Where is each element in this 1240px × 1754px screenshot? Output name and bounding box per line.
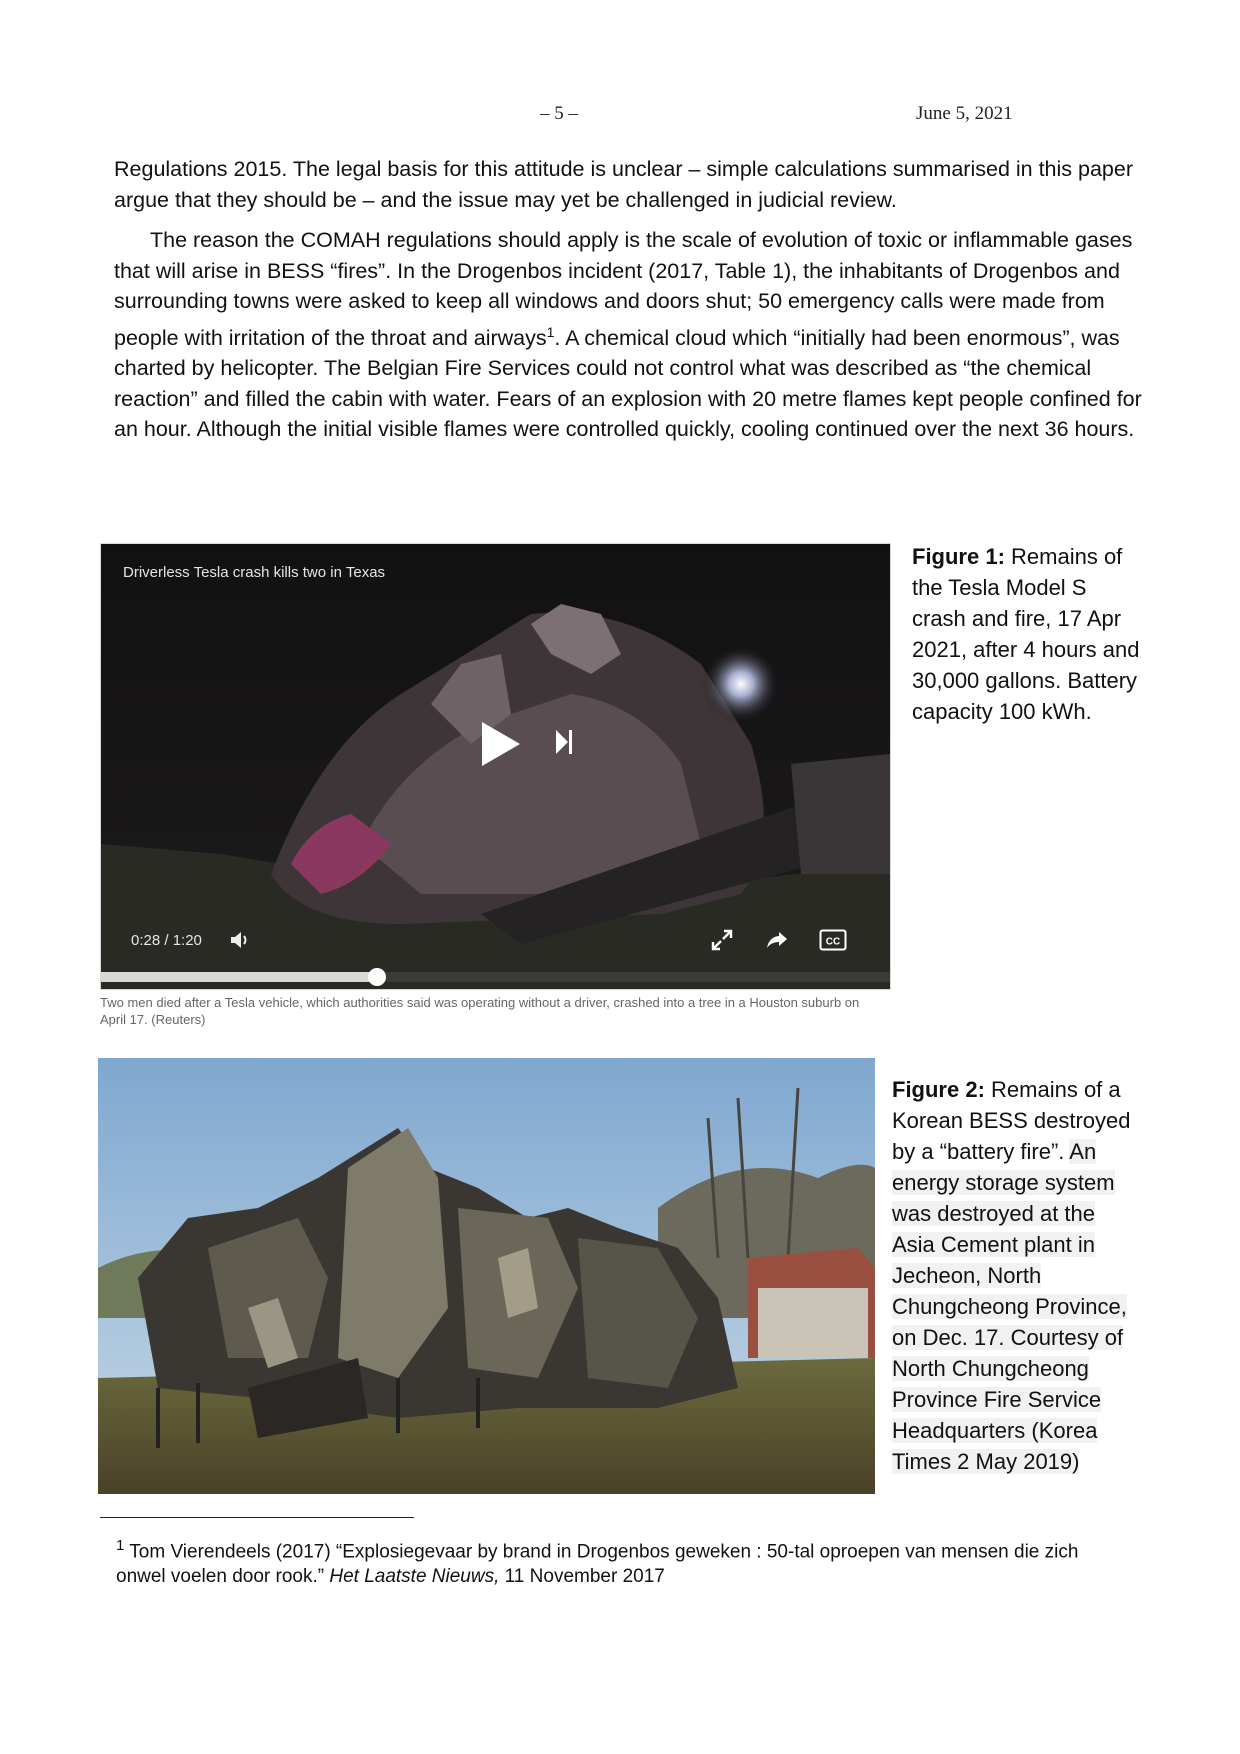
page-date: June 5, 2021 <box>916 103 1013 124</box>
volume-icon[interactable] <box>229 929 251 951</box>
figure-2-label: Figure 2: <box>892 1077 985 1102</box>
footnote-number: 1 <box>116 1537 125 1554</box>
paragraph-2-text-b: . A chemical cloud which “initially had been enormous”, was charted by helicopter. The Belgian Fire Services could not control what was described as “the chemical reaction” and filled the cabin with water. Fears of an explosion with 20 metre flames kept people confined for an hour. Although the initial visible flames were controlled quickly, cooling continued over the next 36 hours. <box>114 325 1142 442</box>
page-number: – 5 – <box>540 103 578 124</box>
video-progress-fill <box>101 972 377 982</box>
video-player[interactable] <box>100 543 891 990</box>
body-text <box>114 154 1144 445</box>
footnote-source-title: Het Laatste Nieuws, <box>329 1566 500 1588</box>
figure-1-caption <box>912 541 1142 727</box>
footnote-text-b: 11 November 2017 <box>499 1566 665 1588</box>
figure-2-caption <box>892 1074 1142 1477</box>
footnote-ref[interactable]: 1 <box>546 323 555 340</box>
figure-2-caption-text-2: An energy storage system was destroyed at the Asia Cement plant in Jecheon, North Chungcheong Province, on Dec. 17. Courtesy of North Chungcheong Province Fire Service Headquarters (Korea Times 2 May 2019) <box>892 1139 1127 1474</box>
share-icon[interactable] <box>764 927 790 953</box>
play-icon[interactable] <box>476 716 526 772</box>
paragraph-2-text-a: The reason the COMAH regulations should apply is the scale of evolution of toxic or inflammable gases that will arise in BESS “fires”. In the Drogenbos incident (2017, Table 1), the inhabitants of Drogenbos and surrounding towns were asked to keep all windows and doors shut; 50 emergency calls were made from people with irritation of the throat and airways <box>114 228 1133 350</box>
footnote-separator <box>100 1517 414 1518</box>
video-time: 0:28 / 1:20 <box>131 932 202 949</box>
figure-1-label: Figure 1: <box>912 544 1005 569</box>
video-credit: Two men died after a Tesla vehicle, which authorities said was operating without a driver, crashed into a tree in a Houston suburb on April 17. (Reuters) <box>100 995 860 1027</box>
figure-1-caption-text: Remains of the Tesla Model S crash and fire, 17 Apr 2021, after 4 hours and 30,000 gallons. Battery capacity 100 kWh. <box>912 544 1140 724</box>
skip-next-icon[interactable] <box>553 727 575 757</box>
cc-label: CC <box>825 936 841 948</box>
footnote <box>116 1533 1096 1589</box>
video-title: Driverless Tesla crash kills two in Texas <box>123 564 386 581</box>
figure-2-caption-text-1: Remains of a Korean BESS destroyed by a “battery fire”. <box>892 1077 1131 1164</box>
closed-captions-icon[interactable] <box>819 927 847 953</box>
fullscreen-icon[interactable] <box>709 927 735 953</box>
paragraph-1: Regulations 2015. The legal basis for this attitude is unclear – simple calculations summarised in this paper argue that they should be – and the issue may yet be challenged in judicial review. <box>114 157 1134 212</box>
bess-fire-photo <box>98 1058 875 1494</box>
footnote-text-a: Tom Vierendeels (2017) “Explosiegevaar by brand in Drogenbos geweken : 50-tal oproepen van mensen die zich onwel voelen door rook.” <box>116 1541 1079 1588</box>
paragraph-2 <box>114 225 1144 445</box>
